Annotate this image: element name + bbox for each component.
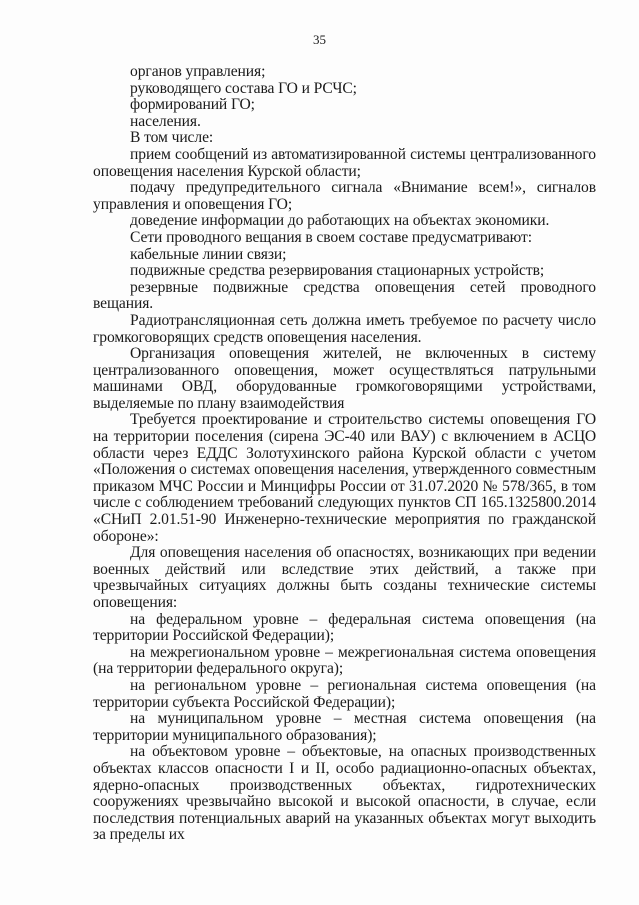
- paragraph-regional-level: на региональном уровне – региональная система оповещения (на территории субъекта Российской Федерации);: [93, 676, 596, 711]
- paragraph-inform-workers: доведение информации до работающих на объектах экономики.: [130, 212, 550, 230]
- paragraph-mobile-backup: подвижные средства резервирования стационарных устройств;: [130, 262, 545, 280]
- paragraph-radio-network: Радиотрансляционная сеть должна иметь требуемое по расчету число громкоговорящих средств оповещения населения.: [93, 311, 596, 346]
- paragraph-municipal-level: на муниципальном уровне – местная система оповещения (на территории муниципального образования);: [93, 710, 596, 744]
- paragraph-design-requirement: Требуется проектирование и строительство системы оповещения ГО на территории поселения (сирена ЭС-40 или ВАУ) с включением в АСЦО области через ЕДДС Золотухинского района Курской области с учетом «Положения о системах оповещения населения, утвержденного совместным приказом МЧС России и Минцифры России от 31.07.2020 № 578/365, в том числе с соблюдением требований следующих пунктов СП 165.1325800.2014 «СНиП 2.01.51-90 Инженерно-технические мероприятия по гражданской обороне»:: [93, 411, 596, 545]
- paragraph-governing-bodies: органов управления;: [130, 63, 266, 80]
- paragraph-interregional-level: на межрегиональном уровне – межрегиональная система оповещения (на территории федерального округа);: [93, 643, 596, 678]
- paragraph-wired-networks: Сети проводного вещания в своем составе предусматривают:: [130, 228, 532, 246]
- paragraph-leadership: руководящего состава ГО и РСЧС;: [130, 79, 357, 97]
- page-number: 35: [313, 32, 326, 47]
- body-text: [93, 64, 596, 844]
- paragraph-federal-level: на федеральном уровне – федеральная система оповещения (на территории Российской Федерации);: [93, 610, 596, 645]
- paragraph-warning-systems: Для оповещения населения об опасностях, возникающих при ведении военных действий или вследствие этих действий, а также при чрезвычайных ситуациях должны быть созданы технические системы оповещения:: [93, 544, 596, 611]
- paragraph-cable-lines: кабельные линии связи;: [130, 245, 287, 263]
- paragraph-including: В том числе:: [130, 129, 214, 147]
- paragraph-receive-messages: прием сообщений из автоматизированной системы централизованного оповещения населения Курской области;: [93, 145, 596, 180]
- paragraph-patrol-warning: Организация оповещения жителей, не включенных в систему централизованного оповещения, может осуществляться патрульными машинами ОВД, оборудованные громкоговорящими устройствами, выделяемые по плану взаимодействия: [93, 345, 596, 412]
- paragraph-warning-signal: подачу предупредительного сигнала «Внимание всем!», сигналов управления и оповещения ГО;: [93, 179, 596, 213]
- paragraph-population: населения.: [130, 112, 201, 130]
- paragraph-reserve-mobile: резервные подвижные средства оповещения сетей проводного вещания.: [93, 278, 596, 313]
- paragraph-object-level: на объектовом уровне – объектовые, на опасных производственных объектах классов опасности I и II, особо радиационно-опасных объектах, ядерно-опасных производственных объектах, гидротехнических сооружениях чрезвычайно высокой и высокой опасности, в случае, если последствия потенциальных аварий на указанных объектах могут выходить за пределы их: [93, 743, 596, 844]
- paragraph-formations: формирований ГО;: [130, 96, 255, 114]
